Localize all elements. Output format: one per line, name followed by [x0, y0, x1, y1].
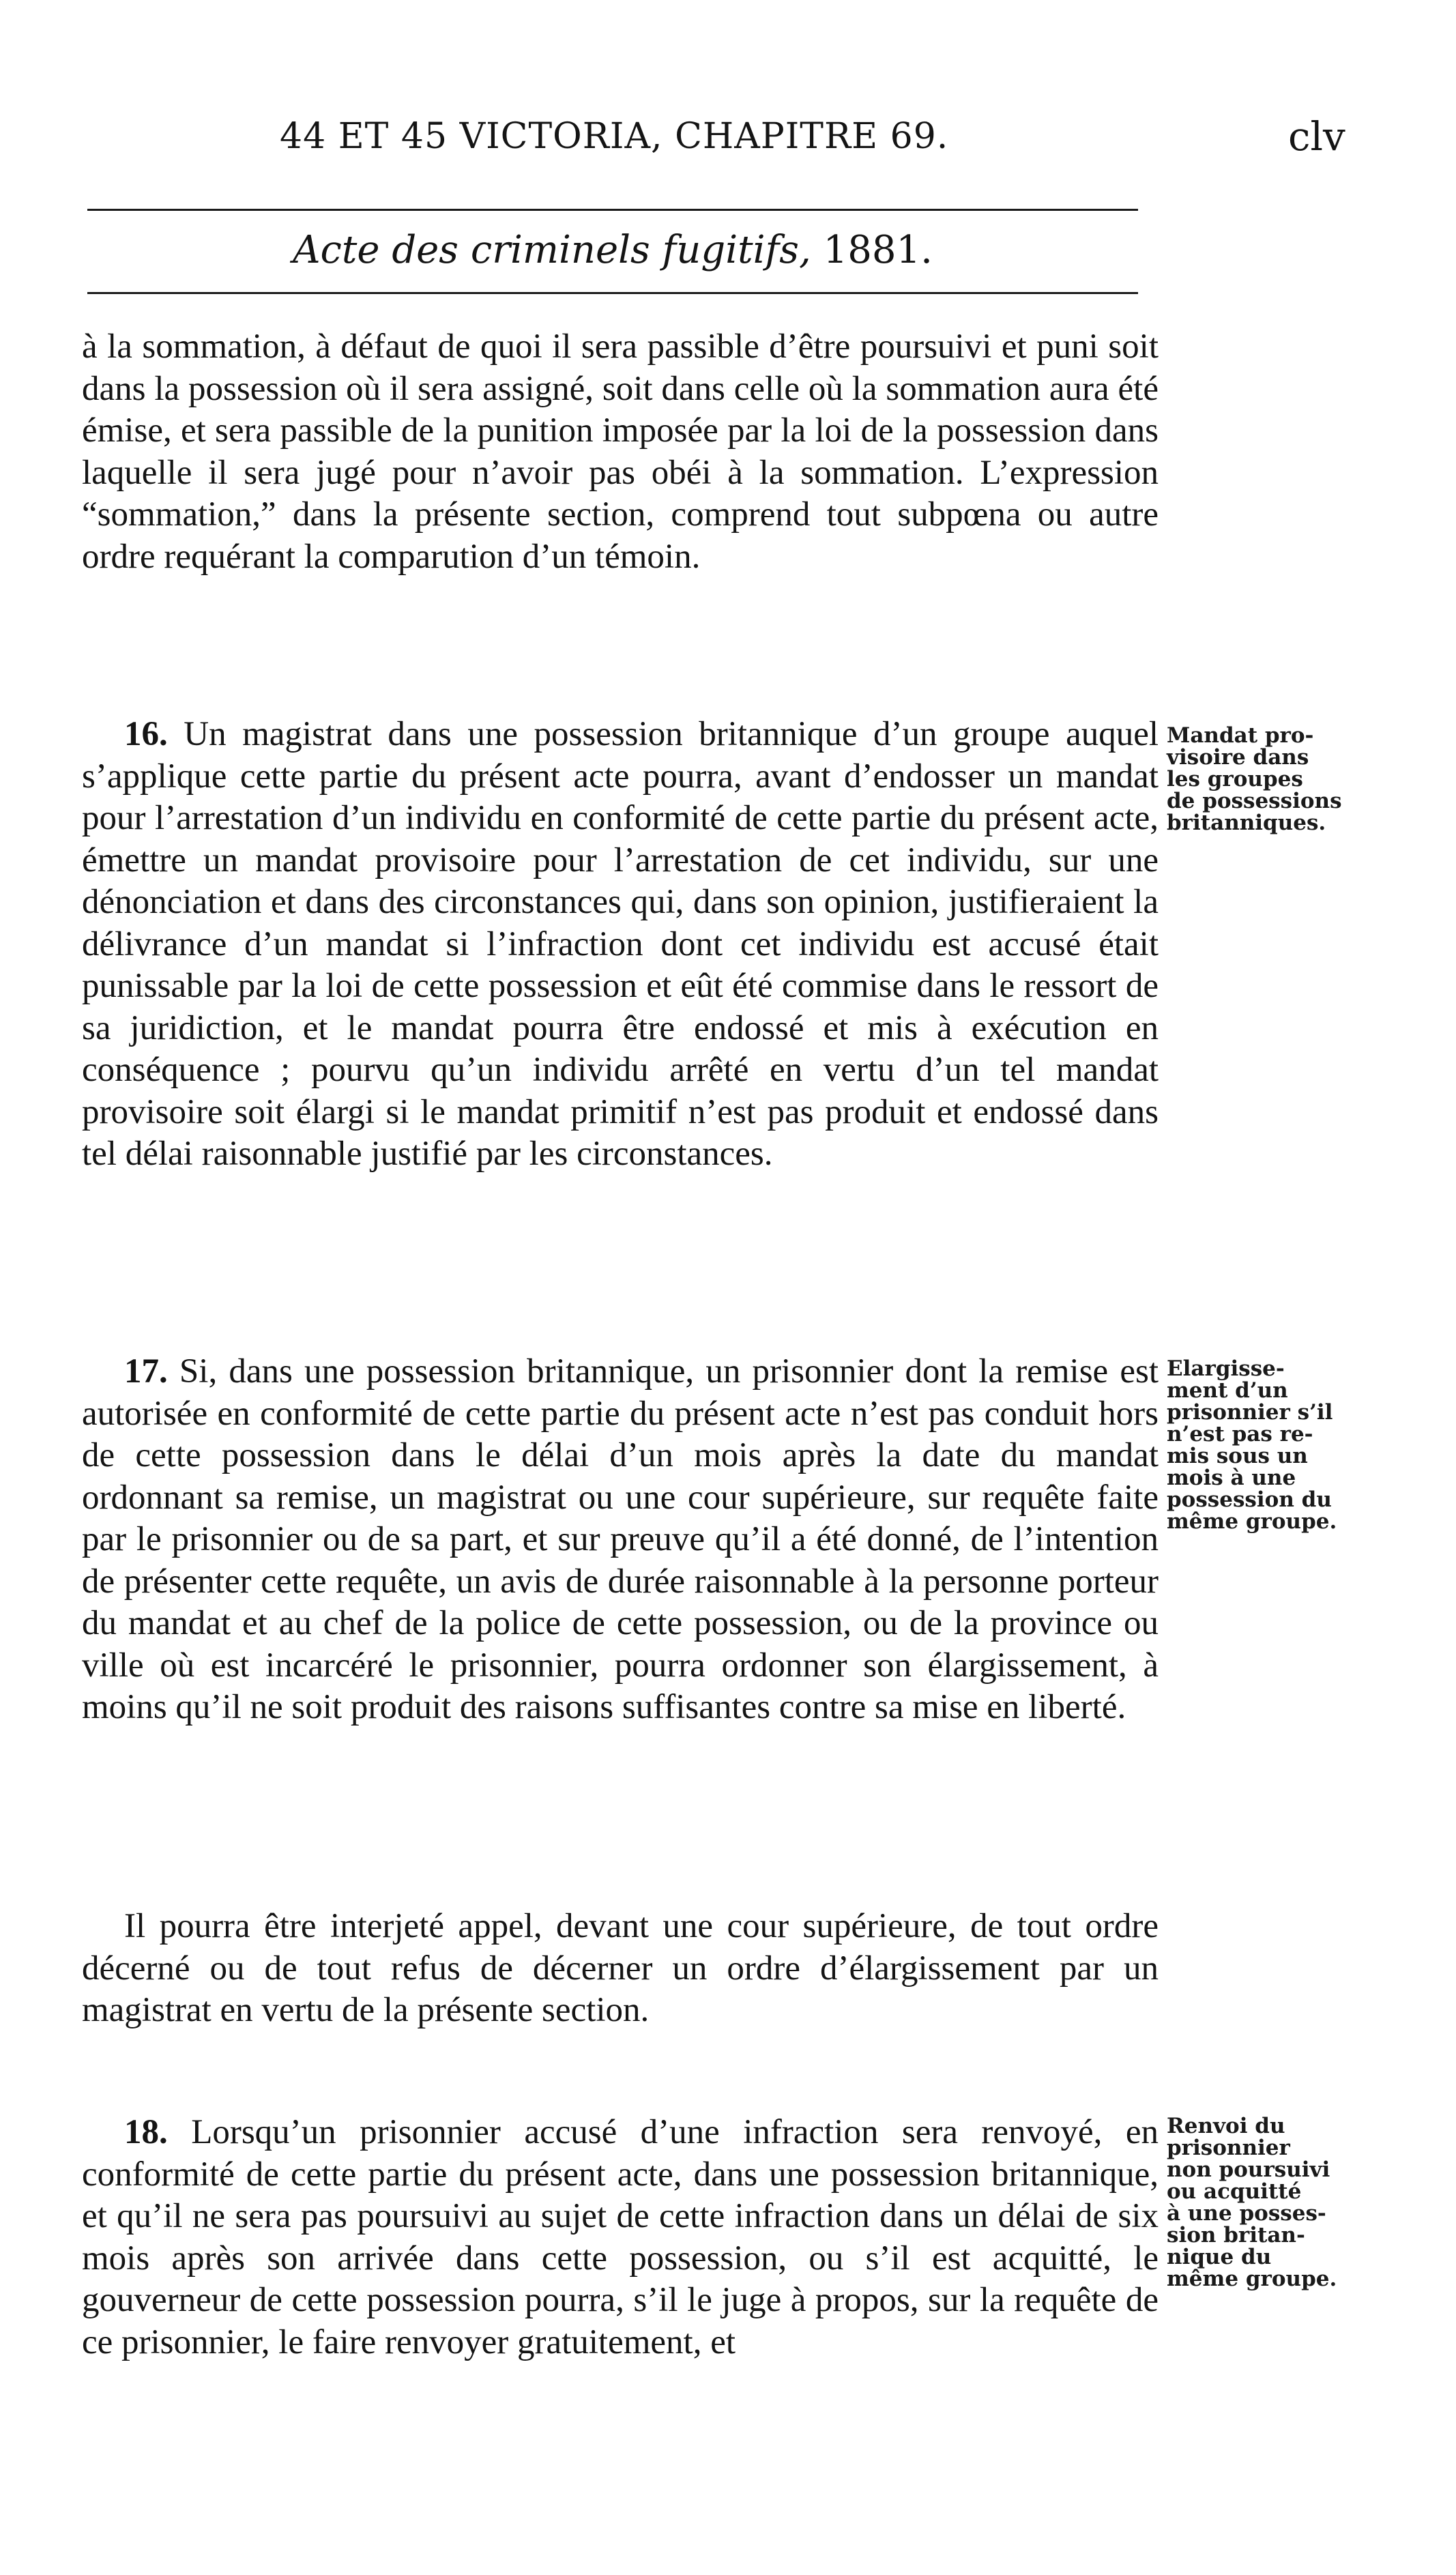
- note-line: de possessions: [1167, 789, 1342, 813]
- note-line: non poursuivi: [1167, 2157, 1330, 2182]
- section-17-number: 17.: [124, 1352, 168, 1391]
- note-line: ment d’un: [1167, 1378, 1288, 1403]
- note-line: mois à une: [1167, 1466, 1296, 1490]
- note-line: même groupe.: [1167, 2267, 1337, 2291]
- note-line: britanniques.: [1167, 811, 1326, 835]
- act-name: Acte des criminels fugitifs,: [293, 228, 811, 272]
- note-line: mis sous un: [1167, 1444, 1308, 1468]
- section-17-text: Si, dans une possession britannique, un prisonnier dont la remise est autorisée en conformité de cette partie du présent acte n’est pas conduit hors de cette possession dans le délai d’un mois après la date du mandat ordonnant sa remise, un magistrat ou une cour supérieure, sur requête faite par le prisonnier ou de sa part, et sur preuve qu’il a été donné, de l’intention de présenter cette requête, un avis de durée raisonnable à la personne porteur du mandat et au chef de la police de cette possession, ou de la province ou ville où est incarcéré le prisonnier, pourra ordonner son élargissement, à moins qu’il ne soit produit des raisons suffisantes contre sa mise en liberté.: [82, 1352, 1159, 1726]
- note-line: même groupe.: [1167, 1509, 1337, 1534]
- note-line: Mandat pro-: [1167, 723, 1314, 748]
- act-year: 1881.: [823, 228, 933, 272]
- note-line: nique du: [1167, 2245, 1272, 2269]
- note-line: n’est pas re-: [1167, 1422, 1313, 1446]
- note-line: visoire dans: [1167, 745, 1309, 770]
- section-16: [82, 714, 1159, 1176]
- page-number: clv: [1288, 113, 1345, 160]
- note-line: Renvoi du: [1167, 2114, 1285, 2138]
- continuation-text: à la sommation, à défaut de quoi il sera passible d’être poursuivi et puni soit dans la possession où il sera assigné, soit dans celle où la sommation aura été émise, et sera passible de la punition imposée par la loi de la possession dans laquelle il sera jugé pour n’avoir pas obéi à la sommation. L’expression “sommation,” dans la présente section, comprend tout subpœna ou autre ordre requérant la comparution d’un témoin.: [82, 328, 1159, 576]
- running-title: [87, 220, 1138, 281]
- section-17: [82, 1351, 1159, 1729]
- appeal-text: Il pourra être interjeté appel, devant une cour supérieure, de tout ordre décerné ou de tout refus de décerner un ordre d’élargissement par un magistrat en vertu de la présente section.: [82, 1907, 1159, 2029]
- marginal-note-18: [1167, 2115, 1371, 2290]
- page-header: [0, 109, 1456, 164]
- section-18-text: Lorsqu’un prisonnier accusé d’une infraction sera renvoyé, en conformité de cette partie du présent acte, dans une possession britannique, et qu’il ne sera pas poursuivi au sujet de cette infraction dans un délai de six mois après son arrivée dans cette possession, ou s’il est acquitté, le gouverneur de cette possession pourra, s’il le juge à propos, sur la requête de ce prisonnier, le faire renvoyer gratuitement, et: [82, 2113, 1159, 2361]
- note-line: les groupes: [1167, 767, 1303, 791]
- section-18-paragraph: [82, 2112, 1159, 2363]
- appeal-paragraph: [82, 1906, 1159, 2032]
- note-line: à une posses-: [1167, 2201, 1326, 2226]
- bottom-rule: [87, 292, 1138, 294]
- section-18: [82, 2112, 1159, 2363]
- note-line: Elargisse-: [1167, 1356, 1285, 1381]
- marginal-note-17: [1167, 1358, 1371, 1532]
- note-line: sion britan-: [1167, 2223, 1305, 2247]
- header-title: 44 ET 45 VICTORIA, CHAPITRE 69.: [280, 116, 949, 157]
- note-line: possession du: [1167, 1487, 1332, 1512]
- marginal-note-16: [1167, 725, 1371, 834]
- section-16-number: 16.: [124, 715, 168, 753]
- section-18-number: 18.: [124, 2113, 168, 2151]
- top-rule: [87, 209, 1138, 211]
- note-line: ou acquitté: [1167, 2179, 1302, 2204]
- note-line: prisonnier s’il: [1167, 1400, 1333, 1425]
- section-16-paragraph: [82, 714, 1159, 1176]
- section-16-text: Un magistrat dans une possession britannique d’un groupe auquel s’applique cette partie du présent acte pourra, avant d’endosser un mandat pour l’arrestation d’un individu en conformité de cette partie du présent acte, émettre un mandat provisoire pour l’arrestation de cet individu, sur une dénonciation et dans des circonstances qui, dans son opinion, justifieraient la délivrance d’un mandat si l’infraction dont cet individu est accusé était punissable par la loi de cette possession et eût été commise dans le ressort de sa juridiction, et le mandat pourra être endossé et mis à exécution en conséquence ; pourvu qu’un individu arrêté en vertu d’un tel mandat provisoire soit élargi si le mandat primitif n’est pas produit et endossé dans tel délai raisonnable justifié par les circonstances.: [82, 715, 1159, 1173]
- section-17-paragraph: [82, 1351, 1159, 1729]
- continuation-paragraph: [82, 326, 1159, 578]
- note-line: prisonnier: [1167, 2136, 1290, 2160]
